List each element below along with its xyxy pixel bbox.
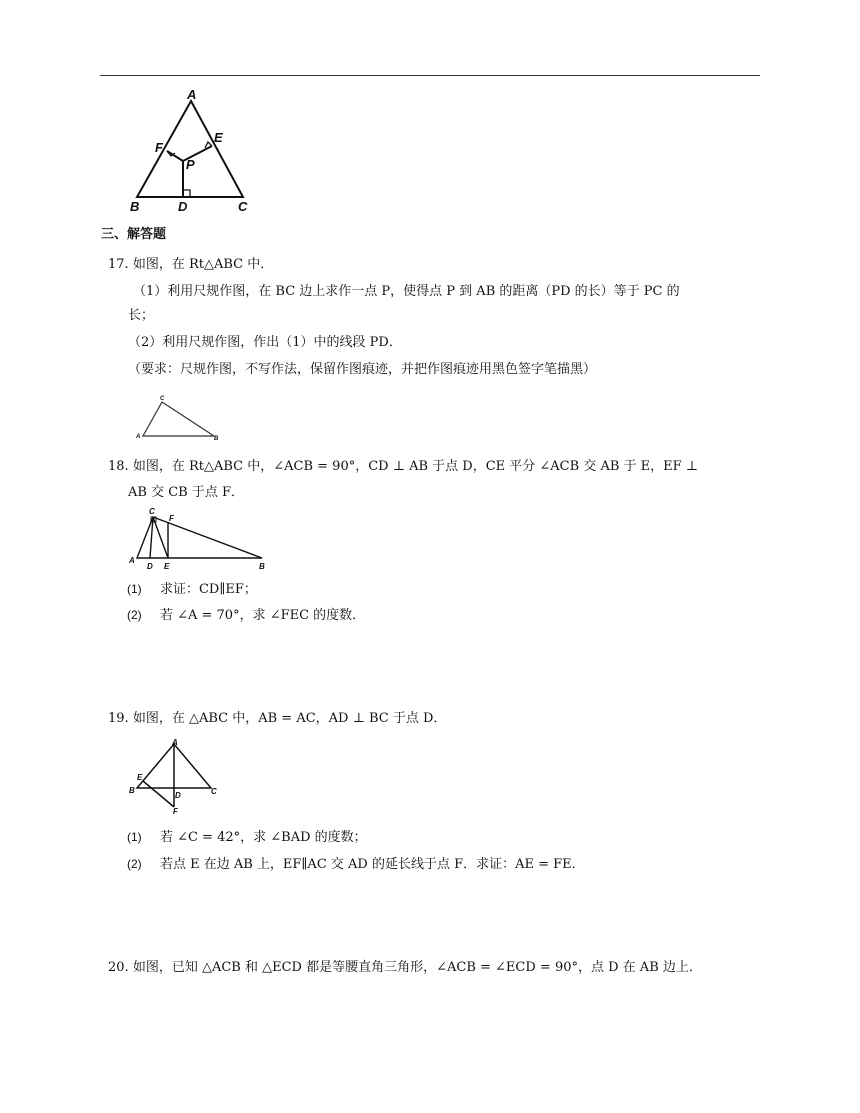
q17-part1-b: 长； — [128, 308, 155, 323]
label-A: A — [136, 434, 141, 440]
q17-stem-text: 如图，在 Rt△ABC 中． — [132, 257, 274, 272]
q18-sub2-text: 若 ∠A = 70°，求 ∠FEC 的度数． — [159, 608, 366, 623]
q19-sub1 — [127, 828, 367, 847]
label-C: C — [149, 507, 155, 516]
q18-sub1-number: (1) — [127, 582, 142, 596]
q17-part2: （2）利用尺规作图，作出（1）中的线段 PD． — [128, 335, 402, 350]
label-C: C — [160, 396, 165, 402]
q18-sub2 — [127, 606, 365, 625]
label-A: A — [172, 738, 178, 747]
label-F: F — [155, 140, 163, 155]
q17-requirement: （要求：尺规作图，不写作法，保留作图痕迹，并把作图痕迹用黑色签字笔描黑） — [128, 362, 597, 377]
label-E: E — [214, 130, 223, 145]
label-F: F — [169, 514, 174, 523]
label-D: D — [175, 791, 181, 800]
label-A: A — [129, 556, 135, 565]
q18-stem-a — [108, 458, 698, 476]
q18-stem-b: AB 交 CB 于点 F． — [128, 485, 244, 500]
q20-stem — [108, 959, 702, 977]
label-F: F — [173, 807, 178, 815]
figure-q19 — [125, 735, 225, 815]
label-E: E — [137, 773, 143, 782]
q17-number: 17. — [108, 257, 129, 272]
label-B: B — [214, 436, 219, 442]
q17-stem — [108, 256, 273, 274]
q19-sub1-text: 若 ∠C = 42°，求 ∠BAD 的度数； — [159, 830, 367, 845]
label-B: B — [259, 562, 265, 570]
label-C: C — [211, 787, 217, 796]
label-P: P — [186, 157, 195, 172]
label-D: D — [147, 562, 153, 570]
figure-q17 — [130, 393, 225, 443]
label-E: E — [164, 562, 170, 570]
section-title: 三、解答题 — [101, 227, 167, 242]
q19-sub1-number: (1) — [127, 830, 142, 844]
q19-stem — [108, 710, 446, 728]
q18-sub2-number: (2) — [127, 608, 142, 622]
q19-sub2 — [127, 855, 585, 874]
q20-number: 20. — [108, 960, 129, 975]
label-B: B — [129, 786, 135, 795]
figure-q18 — [125, 505, 270, 570]
q17-part1-a: （1）利用尺规作图，在 BC 边上求作一点 P，使得点 P 到 AB 的距离（PD 的长）等于 PC 的 — [133, 284, 680, 299]
q19-sub2-number: (2) — [127, 857, 142, 871]
label-D: D — [178, 199, 188, 214]
q18-sub1 — [127, 580, 257, 599]
q19-stem-text: 如图，在 △ABC 中，AB = AC，AD ⊥ BC 于点 D． — [132, 711, 447, 726]
label-A: A — [187, 87, 197, 102]
q19-sub2-text: 若点 E 在边 AB 上，EF∥AC 交 AD 的延长线于点 F．求证：AE = FE． — [159, 857, 585, 872]
q20-stem-text: 如图，已知 △ACB 和 △ECD 都是等腰直角三角形，∠ACB = ∠ECD = 90°，点 D 在 AB 边上． — [132, 960, 702, 975]
q19-number: 19. — [108, 711, 129, 726]
q18-stem-text: 如图，在 Rt△ABC 中，∠ACB = 90°，CD ⊥ AB 于点 D，CE 平分 ∠ACB 交 AB 于 E，EF ⊥ — [132, 459, 699, 474]
q18-number: 18. — [108, 459, 129, 474]
figure-q16 — [125, 85, 260, 215]
q18-sub1-text: 求证：CD∥EF； — [159, 582, 257, 597]
label-B: B — [130, 199, 140, 214]
label-C: C — [238, 199, 248, 214]
header-rule — [100, 75, 760, 76]
